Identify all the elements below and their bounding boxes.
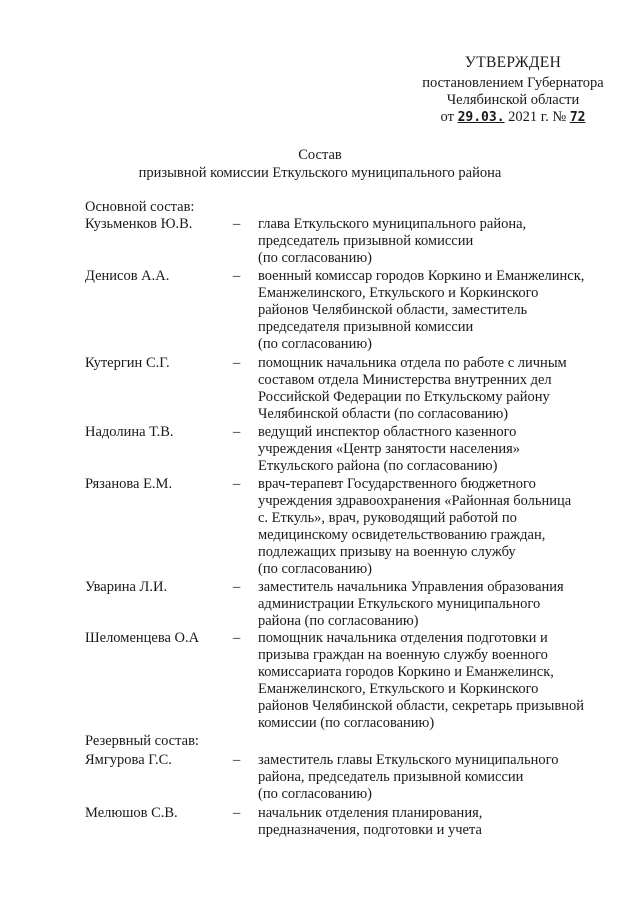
member-description: [258, 424, 640, 475]
member-description: [258, 476, 640, 578]
date-value: 29.03.: [457, 110, 505, 125]
desc-line: предназначения, подготовки и учета: [258, 822, 482, 838]
desc-line: глава Еткульского муниципального района,: [258, 216, 527, 232]
date-prefix: от: [440, 109, 454, 125]
desc-line: учреждения здравоохранения «Районная больница: [258, 493, 572, 509]
member-name: Надолина Т.В.: [85, 424, 174, 440]
desc-line: медицинскому освидетельствованию граждан,: [258, 527, 546, 543]
decree-number: 72: [569, 110, 586, 125]
desc-line: комиссариата городов Коркино и Еманжелинск,: [258, 664, 554, 680]
desc-line: помощник начальника отделения подготовки и: [258, 630, 548, 646]
desc-line: администрации Еткульского муниципального: [258, 596, 541, 612]
desc-line: учреждения «Центр занятости населения»: [258, 441, 521, 457]
dash: –: [233, 752, 241, 768]
desc-line: района, председатель призывной комиссии: [258, 769, 524, 785]
dash: –: [233, 216, 241, 232]
desc-line: составом отдела Министерства внутренних дел: [258, 372, 552, 388]
desc-line: с. Еткуль», врач, руководящий работой по: [258, 510, 517, 526]
desc-line: Еманжелинского, Еткульского и Коркинского: [258, 285, 539, 301]
desc-line: (по согласованию): [258, 336, 372, 352]
desc-line: района (по согласованию): [258, 613, 419, 629]
year-text: 2021 г. №: [508, 109, 567, 125]
desc-line: подлежащих призыву на военную службу: [258, 544, 516, 560]
desc-line: Челябинской области (по согласованию): [258, 406, 509, 422]
desc-line: военный комиссар городов Коркино и Еманжелинск,: [258, 268, 585, 284]
desc-line: (по согласованию): [258, 250, 372, 266]
member-name: Рязанова Е.М.: [85, 476, 173, 492]
desc-line: помощник начальника отдела по работе с личным: [258, 355, 567, 371]
dash: –: [233, 630, 241, 646]
desc-line: Российской Федерации по Еткульскому району: [258, 389, 550, 405]
member-description: [258, 268, 640, 353]
desc-line: заместитель главы Еткульского муниципального: [258, 752, 559, 768]
desc-line: Еманжелинского, Еткульского и Коркинского: [258, 681, 539, 697]
main-section-label: Основной состав:: [85, 199, 195, 215]
member-name: Денисов А.А.: [85, 268, 170, 284]
desc-line: врач-терапевт Государственного бюджетного: [258, 476, 536, 492]
approval-title: УТВЕРЖДЕН: [464, 54, 562, 71]
dash: –: [233, 805, 241, 821]
member-name: Уварина Л.И.: [85, 579, 168, 595]
approval-date-line: [403, 109, 623, 126]
approval-block: [403, 54, 623, 126]
desc-line: районов Челябинской области, секретарь призывной: [258, 698, 585, 714]
member-description: [258, 752, 640, 803]
dash: –: [233, 424, 241, 440]
desc-line: председатель призывной комиссии: [258, 233, 474, 249]
member-description: [258, 216, 640, 267]
member-description: [258, 355, 640, 423]
desc-line: ведущий инспектор областного казенного: [258, 424, 517, 440]
desc-line: (по согласованию): [258, 786, 372, 802]
member-name: Шеломенцева О.А: [85, 630, 200, 646]
desc-line: Еткульского района (по согласованию): [258, 458, 498, 474]
heading-title: Состав: [298, 147, 342, 163]
desc-line: заместитель начальника Управления образования: [258, 579, 564, 595]
desc-line: призыва граждан на военную службу военного: [258, 647, 548, 663]
heading-subtitle: призывной комиссии Еткульского муниципального района: [138, 165, 502, 181]
approval-line-2: Челябинской области: [446, 92, 580, 108]
reserve-section-label: Резервный состав:: [85, 733, 199, 749]
desc-line: (по согласованию): [258, 561, 372, 577]
member-name: Кузьменков Ю.В.: [85, 216, 193, 232]
desc-line: комиссии (по согласованию): [258, 715, 435, 731]
dash: –: [233, 268, 241, 284]
desc-line: районов Челябинской области, заместитель: [258, 302, 528, 318]
dash: –: [233, 476, 241, 492]
member-name: Мелюшов С.В.: [85, 805, 178, 821]
member-description: [258, 630, 640, 732]
desc-line: начальник отделения планирования,: [258, 805, 483, 821]
desc-line: председателя призывной комиссии: [258, 319, 474, 335]
member-description: [258, 805, 640, 839]
dash: –: [233, 355, 241, 371]
member-description: [258, 579, 640, 630]
member-name: Кутергин С.Г.: [85, 355, 170, 371]
dash: –: [233, 579, 241, 595]
approval-line-1: постановлением Губернатора: [422, 75, 604, 91]
member-name: Ямгурова Г.С.: [85, 752, 172, 768]
